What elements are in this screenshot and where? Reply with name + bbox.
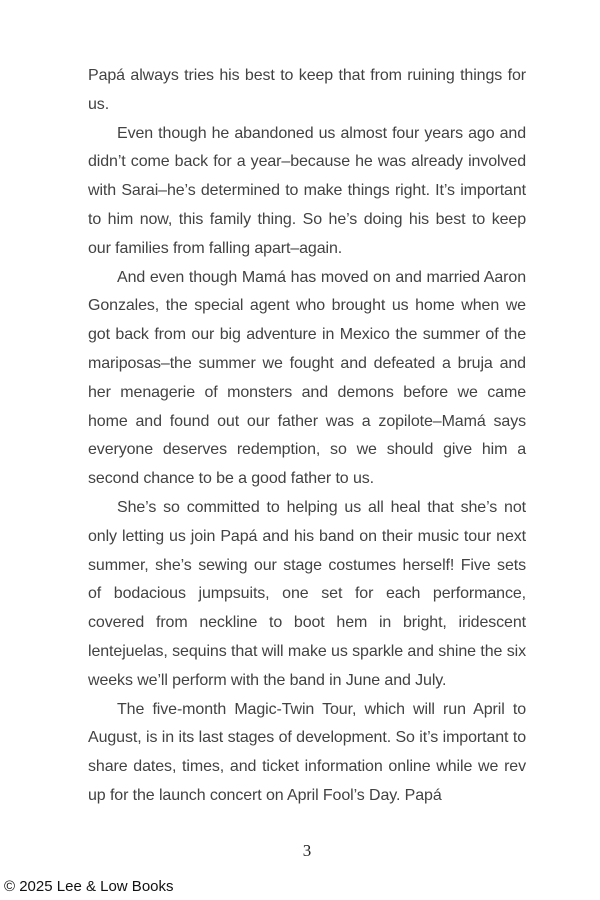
body-paragraph: Even though he abandoned us almost four years ago and didn’t come back for a year–because he was already involved with Sarai–he’s determined to make things right. It’s important to him now, this family thing. So he’s doing his best to keep our families from falling apart–again. <box>88 124 526 257</box>
body-paragraph: And even though Mamá has moved on and married Aaron Gonzales, the special agent who brought us home when we got back from our big adventure in Mexico the summer of the mariposas–the summer we fought and defeated a bruja and her menagerie of monsters and demons before we came home and found out our father was a zopilote–Mamá says everyone deserves redemption, so we should give him a second chance to be a good father to us. <box>88 268 526 488</box>
page-body-text <box>88 62 526 811</box>
body-paragraph: Papá always tries his best to keep that from ruining things for us. <box>88 67 526 113</box>
body-paragraph: The five-month Magic-Twin Tour, which will run April to August, is in its last stages of development. So it’s important to share dates, times, and ticket information online while we rev up for the launch concert on April Fool’s Day. Papá <box>88 700 526 804</box>
page-number: 3 <box>302 841 312 860</box>
body-paragraph: She’s so committed to helping us all heal that she’s not only letting us join Papá and his band on their music tour next summer, she’s sewing our stage costumes herself! Five sets of bodacious jumpsuits, one set for each performance, covered from neckline to boot hem in bright, iridescent lentejuelas, sequins that will make us sparkle and shine the six weeks we’ll perform with the band in June and July. <box>88 498 526 689</box>
copyright-notice: © 2025 Lee & Low Books <box>4 878 174 895</box>
